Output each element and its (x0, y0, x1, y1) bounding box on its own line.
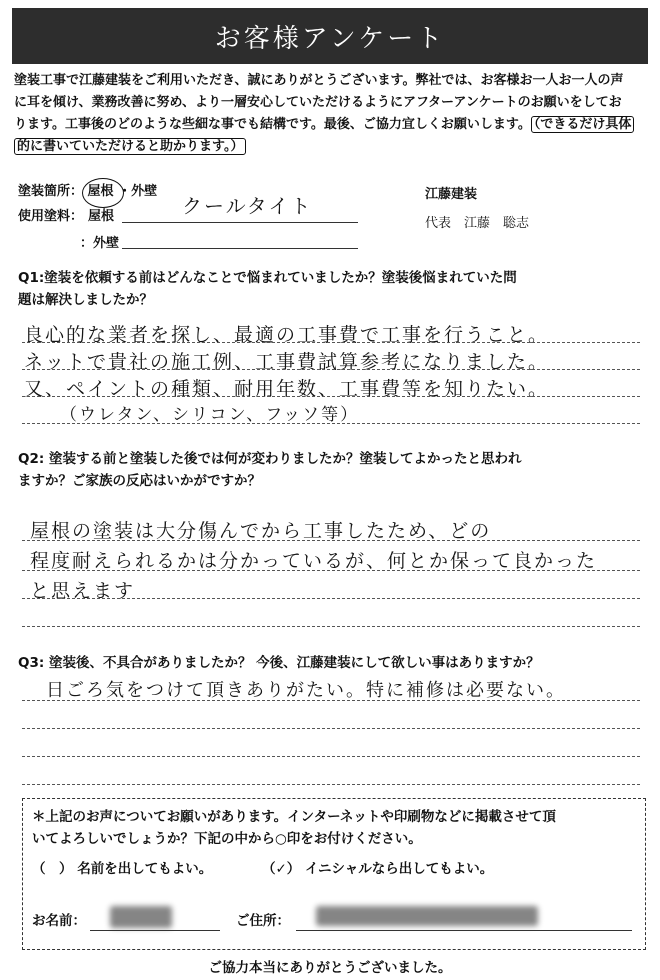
consent-option-initials[interactable] (262, 858, 493, 880)
paint-used-label: 使用塗料： (18, 209, 84, 224)
answer-rule (22, 342, 640, 343)
name-label: お名前： (32, 913, 86, 929)
paint-roof-label: 屋根 (88, 209, 115, 224)
answer-rule (22, 784, 640, 785)
option-label: イニシャルなら出してもよい。 (305, 861, 494, 877)
q3-answer-line: 日ごろ気をつけて頂きありがたい。特に補修は必要ない。 (46, 680, 566, 701)
option-label: 名前を出してもよい。 (77, 861, 213, 877)
area-option-roof-text: 屋根 (87, 184, 114, 199)
q1-answer-line: 又、ペイントの種類、耐用年数、工事費等を知りたい。 (24, 378, 550, 400)
intro-line (14, 114, 648, 136)
name-line (90, 930, 220, 931)
q3-question: Q3: 塗装後、不具合がありましたか？ 今後、江藤建装にして欲しい事はありますか？ (18, 655, 540, 671)
paint-roof-value: クールタイト (182, 194, 313, 218)
paint-area-label: 塗装箇所： (18, 184, 84, 199)
intro-line (14, 136, 648, 158)
answer-rule (22, 756, 640, 757)
company-name: 江藤建装 (425, 187, 478, 202)
q2-answer-line: 屋根の塗装は大分傷んでから工事したため、どの (30, 520, 492, 542)
answer-rule (22, 396, 640, 397)
intro-line: 塗装工事で江藤建装をご利用いただき、誠にありがとうございます。弊社では、お客様お一人お一人の声 (14, 73, 624, 88)
question-line: ますか？ご家族の反応はいかがですか？ (18, 473, 261, 489)
answer-rule (22, 700, 640, 701)
question-line: 題は解決しましたか？ (18, 292, 153, 308)
paint-wall-label: ：外壁 (80, 236, 120, 251)
address-line (296, 930, 632, 931)
consent-option-name[interactable] (32, 858, 212, 880)
option-checkbox-checked[interactable]: （✓） (262, 861, 301, 877)
q1-answer-line: （ウレタン、シリコン、フッソ等） (60, 405, 360, 425)
company-representative: 代表 江藤 聡志 (425, 216, 530, 231)
q1-answer-line: ネットで貴社の施工例、工事費試算参考になりました。 (24, 351, 550, 373)
q2-question (18, 448, 521, 492)
intro-line: に耳を傾け、業務改善に努め、より一層安心していただけるようにアフターアンケートのお願いをしてお (14, 95, 622, 110)
q1-answer-line: 良心的な業者を探し、最適の工事費で工事を行うこと。 (24, 324, 550, 346)
q2-answer-line: と思えます (30, 580, 136, 602)
answer-rule (22, 369, 640, 370)
question-line: Q2: 塗装する前と塗装した後では何が変わりましたか？塗装してよかったと思われ (18, 451, 522, 467)
area-option-roof[interactable] (88, 184, 119, 199)
thanks-message: ご協力本当にありがとうございました。 (208, 960, 452, 976)
notice-line: いてよろしいでしょうか？下記の中から○印をお付けください。 (32, 831, 422, 847)
intro-emphasis-cont: 的に書いていただけると助かります。） (14, 138, 246, 155)
area-separator: ・ (118, 184, 132, 199)
intro-text: ります。工事後のどのような些細な事でも結構です。最後、ご協力宜しくお願いします。 (14, 117, 531, 132)
answer-rule (22, 540, 640, 541)
paint-area-field (18, 180, 157, 199)
q2-answer-line: 程度耐えられるかは分かっているが、何とか保って良かった (30, 550, 598, 572)
question-line: Q1:塗装を依頼する前はどんなことで悩まれていましたか？塗装後悩まれていた問 (18, 270, 517, 286)
answer-rule (22, 598, 640, 599)
answer-rule (22, 570, 640, 571)
q1-question (18, 267, 517, 311)
option-checkbox[interactable]: （ ） (32, 861, 73, 877)
survey-header (12, 8, 648, 64)
paint-wall-line (122, 248, 358, 249)
intro-paragraph (14, 70, 648, 158)
notice-text (32, 806, 556, 850)
paint-roof-line (122, 222, 358, 223)
address-label: ご住所： (236, 913, 290, 929)
redacted-address (316, 906, 538, 926)
selection-circle (82, 178, 124, 208)
notice-line: ＊上記のお声についてお願いがあります。インターネットや印刷物などに掲載させて頂 (32, 809, 556, 825)
intro-emphasis: （できるだけ具体 (531, 116, 635, 133)
answer-rule (22, 626, 640, 627)
area-option-wall[interactable]: 外壁 (131, 184, 158, 199)
answer-rule (22, 423, 640, 424)
redacted-name (110, 906, 172, 928)
answer-rule (22, 728, 640, 729)
survey-title: お客様アンケート (214, 23, 446, 54)
